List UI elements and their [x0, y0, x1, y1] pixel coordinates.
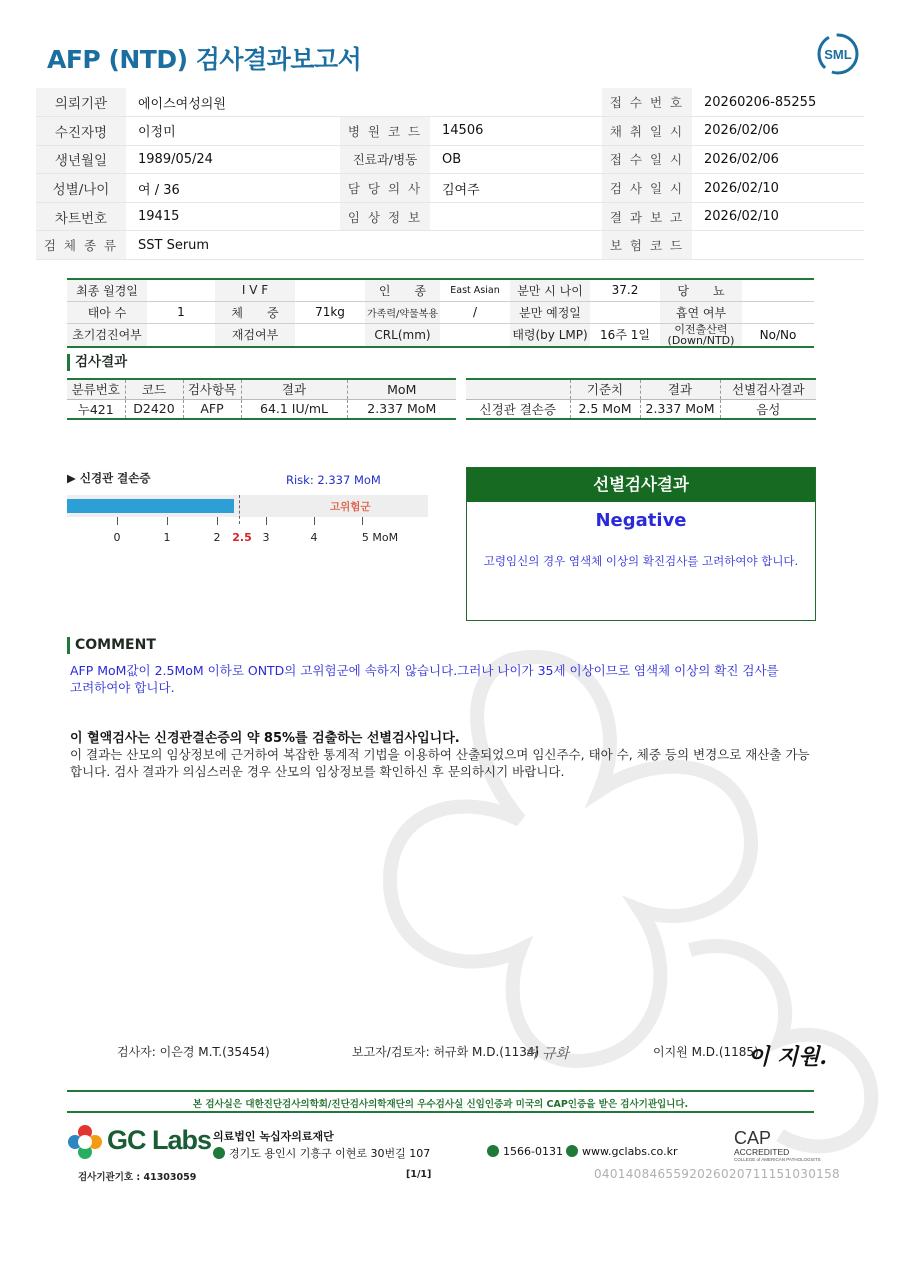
clinical-info-table	[67, 278, 814, 348]
axis-tick	[117, 517, 118, 525]
crl-value	[440, 323, 510, 347]
results-header-result: 결과	[241, 379, 347, 399]
clinical-info-value	[430, 202, 602, 231]
diabetes-label: 당 뇨	[660, 279, 742, 301]
fetus-value: 1	[147, 301, 215, 323]
insurance-label: 보 험 코 드	[602, 231, 692, 260]
comment-heading: COMMENT	[67, 637, 156, 654]
patient-info-table	[36, 88, 864, 260]
gc-org-name: 의료법인 녹십자의료재단	[213, 1130, 334, 1143]
receipt-date-value: 2026/02/06	[692, 145, 864, 174]
weight-value: 71kg	[295, 301, 365, 323]
screening-header-ref: 기준치	[570, 379, 640, 399]
gc-address	[213, 1145, 430, 1161]
smoking-label: 흡연 여부	[660, 301, 742, 323]
footer-top-line	[67, 1090, 814, 1092]
crl-label: CRL(mm)	[365, 323, 440, 347]
collect-date-label: 채 취 일 시	[602, 117, 692, 146]
fetus-label: 태아 수	[67, 301, 147, 323]
gc-address-text: 경기도 용인시 기흥구 이현로 30번길 107	[229, 1147, 431, 1160]
axis-tick-label: 3	[262, 531, 270, 544]
dob-value: 1989/05/24	[126, 145, 340, 174]
screening-result-value: Negative	[595, 510, 687, 531]
axis-tick	[266, 517, 267, 525]
receipt-no-label: 접 수 번 호	[602, 88, 692, 117]
chart-no-value: 19415	[126, 202, 340, 231]
lmp-label: 최종 월경일	[67, 279, 147, 301]
axis-tick-label: 5 MoM	[361, 531, 399, 544]
race-value: East Asian	[440, 279, 510, 301]
comment-text: AFP MoM값이 2.5MoM 이하로 ONTD의 고위험군에 속하지 않습니다.그러나 나이가 35세 이상이므로 염색체 이상의 확진 검사를 고려하여야 합니다.	[70, 663, 779, 695]
report-date-label: 결 과 보 고	[602, 202, 692, 231]
patient-value: 이정미	[126, 117, 340, 146]
clinical-info-label: 임 상 정 보	[340, 202, 430, 231]
screening-header-blank	[466, 379, 570, 399]
risk-bar	[67, 499, 234, 513]
receipt-no-value: 20260206-85255	[692, 88, 864, 117]
screening-result-message: 고령임신의 경우 염색체 이상의 확진검사를 고려하여야 합니다.	[483, 554, 799, 568]
high-risk-zone-label: 고위험군	[330, 501, 371, 513]
screening-cell-result: 2.337 MoM	[640, 399, 720, 419]
axis-tick	[314, 517, 315, 525]
recheck-value	[295, 323, 365, 347]
age-at-delivery-value: 37.2	[590, 279, 660, 301]
test-date-label: 검 사 일 시	[602, 174, 692, 203]
graph-risk-label: Risk: 2.337 MoM	[286, 473, 381, 487]
axis-tick	[217, 517, 218, 525]
chart-no-label: 차트번호	[36, 202, 126, 231]
axis-tick-label: 2	[213, 531, 221, 544]
doctor-label: 담 당 의 사	[340, 174, 430, 203]
results-section-heading: 검사결과	[67, 354, 127, 371]
graph-title: ▶ 신경관 결손증	[67, 471, 151, 485]
institution-code: 검사기관기호 : 41303059	[78, 1172, 197, 1183]
race-label: 인 종	[365, 279, 440, 301]
axis-tick	[362, 517, 363, 525]
results-header-code-no: 분류번호	[67, 379, 125, 399]
sex-age-label: 성별/나이	[36, 174, 126, 203]
results-cell-code: D2420	[125, 399, 183, 419]
report-date-value: 2026/02/10	[692, 202, 864, 231]
gc-labs-brand: GC Labs	[107, 1125, 212, 1155]
cap-accredited-text: ACCREDITED	[734, 1147, 790, 1157]
screening-cell-test: 신경관 결손증	[479, 401, 556, 417]
axis-tick-label: 2.5	[232, 531, 252, 544]
results-table	[67, 378, 456, 420]
axis-tick	[167, 517, 168, 525]
prev-birth-value: No/No	[742, 323, 814, 347]
doctor-value: 김여주	[430, 174, 602, 203]
results-header-item: 검사항목	[183, 379, 241, 399]
sml-logo	[816, 32, 860, 76]
ga-label: 태령(by LMP)	[510, 323, 590, 347]
axis-tick-label: 1	[163, 531, 171, 544]
test-date-value: 2026/02/10	[692, 174, 864, 203]
screening-table	[466, 378, 816, 420]
location-pin-icon	[213, 1147, 225, 1159]
lmp-value	[147, 279, 215, 301]
early-checkup-label: 초기검진여부	[67, 323, 147, 347]
phone-icon	[487, 1145, 499, 1157]
screening-cell-ref: 2.5 MoM	[570, 399, 640, 419]
home-icon	[566, 1145, 578, 1157]
barcode-number: 0401408465592026020711151030158	[594, 1167, 840, 1181]
ga-value: 16주 1일	[590, 323, 660, 347]
tester-signature: 검사자: 이은경 M.T.(35454)	[117, 1045, 270, 1059]
axis-tick-label: 0	[113, 531, 121, 544]
prev-birth-label: 이전출산력 (Down/NTD)	[660, 323, 742, 347]
screening-result-heading: 선별검사결과	[467, 468, 815, 502]
screening-header-outcome: 선별검사결과	[720, 379, 816, 399]
collect-date-value: 2026/02/06	[692, 117, 864, 146]
axis-tick-label: 4	[310, 531, 318, 544]
screening-result-box	[466, 467, 816, 621]
family-label: 가족력/약물복용	[365, 301, 440, 323]
hospital-code-label: 병 원 코 드	[340, 117, 430, 146]
early-checkup-value	[147, 323, 215, 347]
page-number: [1/1]	[406, 1169, 432, 1180]
ivf-value	[295, 279, 365, 301]
weight-label: 체 중	[215, 301, 295, 323]
gc-cross-icon	[67, 1124, 103, 1160]
patient-label: 수진자명	[36, 117, 126, 146]
results-cell-code-no: 누421	[77, 401, 114, 417]
cap-org-text: COLLEGE of AMERICAN PATHOLOGISTS	[734, 1157, 821, 1162]
smoking-value	[742, 301, 814, 323]
screening-cell-outcome: 음성	[720, 399, 816, 419]
gc-website[interactable]	[566, 1145, 678, 1158]
notice-bold: 이 혈액검사는 신경관결손증의 약 85%를 검출하는 선별검사입니다.	[70, 731, 460, 746]
results-cell-item: AFP	[183, 399, 241, 419]
specimen-label: 검 체 종 류	[36, 231, 126, 260]
institution-label: 의뢰기관	[36, 88, 126, 117]
reporter-signature: 보고자/검토자: 허규화 M.D.(1134)	[352, 1045, 540, 1059]
recheck-label: 재검여부	[215, 323, 295, 347]
diabetes-value	[742, 279, 814, 301]
age-at-delivery-label: 분만 시 나이	[510, 279, 590, 301]
gc-phone-text: 1566-0131	[503, 1145, 563, 1158]
edd-value	[590, 301, 660, 323]
gc-website-text: www.gclabs.co.kr	[582, 1145, 678, 1158]
report-title: AFP (NTD) 검사결과보고서	[47, 45, 362, 74]
dept-value: OB	[430, 145, 602, 174]
results-header-code: 코드	[125, 379, 183, 399]
dob-label: 생년월일	[36, 145, 126, 174]
dept-label: 진료과/병동	[340, 145, 430, 174]
sml-logo-text: SML	[824, 47, 852, 62]
footer-bottom-line	[67, 1111, 814, 1113]
receipt-date-label: 접 수 일 시	[602, 145, 692, 174]
reporter-handwritten-signature: 허 규화	[524, 1046, 570, 1062]
hospital-code-value: 14506	[430, 117, 602, 146]
results-cell-result: 64.1 IU/mL	[241, 399, 347, 419]
lab-accreditation-notice: 본 검사실은 대한진단검사의학회/진단검사의학재단의 우수검사실 신임인증과 미국의 CAP인증을 받은 검사기관입니다.	[192, 1099, 689, 1110]
family-value: /	[440, 301, 510, 323]
insurance-value	[692, 231, 864, 260]
results-cell-mom: 2.337 MoM	[347, 399, 456, 419]
cap-accreditation-logo	[734, 1130, 821, 1163]
cutoff-line	[239, 495, 240, 524]
doctor-handwritten-signature: 이 지원.	[748, 1044, 828, 1070]
screening-header-result: 결과	[640, 379, 720, 399]
notice-text: 이 결과는 산모의 임상정보에 근거하여 복잡한 통계적 기법을 이용하여 산출되었으며 임신주수, 태아 수, 체중 등의 변경으로 재산출 가능합니다. 검사 결과가 의심스러운 경우 산모의 임상정보를 확인하신 후 문의하시기 바랍니다.	[70, 747, 810, 779]
edd-label: 분만 예정일	[510, 301, 590, 323]
ivf-label: I V F	[215, 279, 295, 301]
specimen-value: SST Serum	[126, 231, 602, 260]
institution-value: 에이스여성의원	[126, 88, 602, 117]
cap-logo-text: CAP	[734, 1128, 772, 1148]
doctor-signature: 이지원 M.D.(1185)	[653, 1045, 759, 1059]
gc-phone	[487, 1145, 563, 1158]
results-header-mom: MoM	[347, 379, 456, 399]
sex-age-value: 여 / 36	[126, 174, 340, 203]
